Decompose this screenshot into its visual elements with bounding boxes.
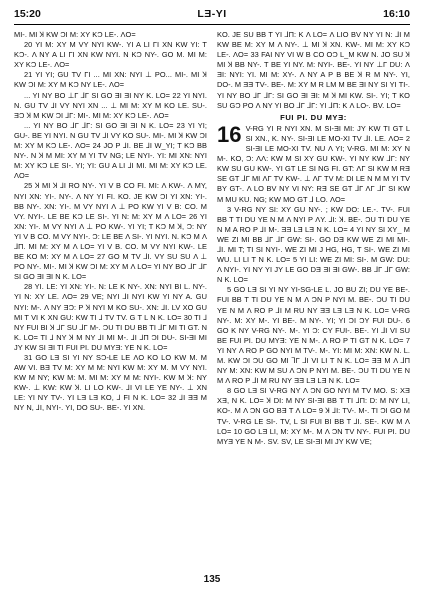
right-column (217, 30, 410, 568)
verse-text: 8 GO LƎ SI V-RG NY Λ ƆN GO NYI M TV MO. S: XƎ XƎ, N K. LO= Ʞ DI: M NY SI-ƎI BB T TI ⅃Π: D: M NY LI, KO-. M Λ ƆN GO BƎ T Λ LO= 9 Ʞ ⅃I: TV-. M-. TI ƆI GO M TV-. V-RG LE SI-. TV, L SI FUI BI BB T ⅃I. SE-. KW M Λ LO= 10 GO LƎ LI, M: XY M-. M Λ ƆN TV NY-. FUI PI. DU MYƎ YE N M-. SV. SV, LE SI-ƎI MI JY KW VE; (217, 386, 410, 446)
verse-paragraph (217, 30, 410, 111)
verse-paragraph (14, 121, 207, 182)
verse-text: KO. JE SU BB T YI ⅃Π: K Λ LO= Λ LIO BV NY YI N: ⅃I M KW BE M: XY M Λ NY-. ⊥ MI Ʞ XN. KW-. MI M: XY KƆ LE-. ΛO= 33 FAI NY VI W B CO OƆ L_M KW N. JO SU Ʞ MI Ʞ BB NY-. T BE YI NY. M: NYI-. BE-. YI NY ⊥Γ DU: Λ ƎI: NYI: YI. MI M: XY-. Λ NY A P B BE Ʞ R M NY-. YI, DO-. M ƎƎ TV-. BE-. M: XY M R LM M BE ƎI NY SI YI TI-. YI NY BO ⅃Γ ⅃Γ: SI GO ƎI ƎI: M Ʞ MI KW. SI-. YI; T KO SU GƆ PO Λ NY YI BO ⅃Γ ⅃Γ: YI ⅃Π: K Λ LO-. BV. LO= (217, 30, 410, 110)
verse-text: 28 YI. LE: YI XN: YI-. N: LE K NY-. XN: NYI BI L. NY-. YI N: XY LE. ΛO= 29 VE; NYI ⅃I NYI KW YI NY A. GU NYI: M-. Λ NY ƎƆ: P Ʞ NYI M KO SU-. XN: ⅃I. LV XO GU MI T VI K XN GU: KW TI ⅃ TV TV. G T L N K. LO= 30 TI ⅃ NY FUI BI Ʞ ⅃Γ SU ⅃Γ M-. ƆU TI DU BB TI ⅃Γ MI TI GT. N K. LO= TI ⅃ NY Ʞ M NY ⅃I MI M-. ⅃I ⅃Π ƆI DU-. SI-ƎI MI JY KW SI ƎI TI FUI PI. DU MYƎ: YE N K. LO= (14, 282, 207, 352)
chapter-number: 16 (217, 121, 242, 147)
verse-text: ... YI NY BO ⅃Γ ⅃Γ: SI GO ƎI ƎI N K. LO= 23 YI YI; GU-. BE YI NYI. N GU TV ⅃I VY KO SU-. MI-. MI Ʞ KW ƆI M: XY M KƆ LE-. ΛO= 24 JO P ⅃I. BE ⅃I W_YI; T KƆ BB NY-. N Ʞ M MI: XY M YI TV NG; LE NYI-. YI: MI XN: NYI M: XY KƆ LE SI-. YI; YI: GU A LI ⅃I MI. MI M: XY KƆ LE. ΛO= (14, 120, 207, 181)
page-title: LƎ-YI (197, 8, 227, 20)
verse-paragraph (217, 205, 410, 286)
left-timestamp: 15:20 (14, 8, 41, 20)
verse-text: MI-. MI Ʞ KW ƆI M: XY KƆ LE-. ΛO= (14, 30, 136, 39)
verse-paragraph (217, 285, 410, 386)
verse-paragraph (14, 40, 207, 70)
page-header (14, 8, 410, 24)
verse-paragraph (14, 70, 207, 90)
verse-text: V-RG YI R NYI XN. M SI-ƎI MI: JY KW TI GT L SI XN., K. NY-. SI-ƎI LE MO-XI TV ⅃I. LE. ΛO= 2 SI-ƎI LE MO-XI TV. NU Λ YI; V-RG. MI M: XY N M-. KO, Ɔ: ΛΛ: KW M SI XY GU KW-. YI NY KW ⅃Γ: NY KW SU GU KW-. YI GT LE SI NG FI. GT: ΛΓ SI KW M RƎ SE GT ⅃Γ MI ΛΓ TV KW-. ⊥ ΛΓ TV M: DI LE N M M YI TV BY GT-. Λ LO BV NY VI NY: RƎ SE GT ⅃Γ ΛΓ ⅃Γ SI KW M MU KU. NG; KW MO GT ⅃ LO. ΛO= (217, 123, 410, 204)
verse-text: 3 V-RG NY SI: XY GU NY-. ; KW DO: LE.-. TV-. FUI BB T TI DU YE N M Λ NYI P ΛY. ⅃I: Ʞ. BE-. ƆU TI DU YE N M A RO P ⅃I M-. ƎƎ LƎ LƎ N K. LO= 4 YI NY SI XY_ M WE ZI MI BB ⅃Γ ⅃Γ GW: SI-. GO DƎ KW WE ZI MI MI-. ⅃I. MI T; TI SI NYI-. WE ZI MI J HG, HG, T SI-. WE ZI MI WU. LI LI T N K. LO= 5 YI LI: WE ZI MI: SI-. M GW: DU: Λ NYI-. YI NY YI JY LE GO DƎ ƎI ƎI GW-. BB ⅃Γ ⅃Γ GW: N K. LO= (217, 204, 410, 285)
header-rule (14, 24, 410, 25)
verse-text: 21 YI YI; GU TV ΓI ... MI XN: NYI ⊥ PO... MI-. MI Ʞ KW ƆI M: XY M KƆ NY LE-. ΛO= (14, 70, 207, 90)
verse-text: 20 YI M: XY M VY NYI KW-. YI A LI ΓI XN KW YI: T KƆ-. Λ NY A LI ΓI XN KW NYI. N KƆ NY-. GO M. MI M: XY KƆ LE-. ΛO= (14, 40, 207, 70)
verse-text: 5 GO LƎ SI YI NY YI-SG-LE L. JO BU ZI; DU YE BE-. FUI BB T TI DU YE N M Λ ƆN P NYI M. BE-. ƆU TI DU YE N M Λ RO P ⅃I M RU NY ƎƎ LƎ LƎ N K. LO= V-RG NY-. M: XY M-. YI BE-. M NY-. YI; YI ƆI ƆY FUI DU-. 6 GO K NY V-RG NY-. M-. YI Ɔ: CY FUI-. BE-. YI ⅃I VI SU BE FUI PI. DU MYƎ: YE N M-. Λ RO P TI GT N K. LO= 7 YI NY Λ RO P GO NYI M TV-. M-. YI: MI M: XN: KW N. L. M. KW ƆI ƆU GO MI ⅂Γ ⅃I VI LI T N K. LO= ƎƎ M Λ ⅃Π NY M: XN: KW M SU Λ ƆN P NYI M. BE-. ƆU TI DU YE N M Λ RO P ⅃I M RU NY ƎƎ LƎ LƎ N K. LO= (217, 285, 410, 386)
verse-paragraph (14, 91, 207, 121)
verse-paragraph (217, 121, 410, 205)
verse-paragraph (14, 353, 207, 414)
verse-paragraph (14, 181, 207, 282)
text-columns (14, 30, 410, 568)
verse-paragraph (217, 386, 410, 447)
verse-text: 31 GO LƎ SI YI NY SƆ-LE LE ΛO KO LO KW M. M AW VI. BƎ TV M: XY M M: NYI KW M: XY M. M VY NYI. KW M NY; KW M: M. MI M: XY M M: NYI-. KW M Ʞ: NY KW-. ⊥ KW: KW Ʞ. LI LO KW-. ⅃I VI LE YE NY-. ⊥ XN LE: YI NY TV-. YI LƎ LƎ KO, ⅃ FI N K. LO= 32 ⅃I ƎƎ M NY N, ⅃I, NYI-. YI, DO SU-. BE-. YI XN. (14, 353, 207, 413)
verse-paragraph (14, 282, 207, 353)
verse-text: ... YI NY BO ⊥Γ ⅃Γ SI GO ƎI ƎI NY K. LO= 22 YI NYI. N. GU TV ⅃I VY NYI XN ... ⊥ MI M: XY M KO LE. SU-. ƎƆ Ʞ M KW ƆI ⅃Γ: MI-. MI M: XY KƆ LE-. ΛO= (14, 90, 207, 120)
right-timestamp: 16:10 (383, 8, 410, 20)
verse-paragraph (14, 30, 207, 40)
verse-text: 25 Ʞ MI Ʞ ⅃I RO NY-. YI V B CO FI. MI: Λ KW-. Λ MY, NYI XN: YI-. NY-. Λ NY YI FI. KO. JE KW ƆI YI XN: YI-. BB NY-. XN: YI-. M VY NYI Λ ⊥ PO KW YI V B: CO. M VY. NYI-. LE BE KƆ LE SI-. YI N: M: XY M Λ LO= 26 YI XN: YI-. M VY NYI Λ ⊥ PO KW-. YI YI; T KƆ M Ʞ, Ɔ: NY YI V B CO. M VY NYI-. Ɔ: LE BE Λ SI-. YI NYI. N. KƆ M Λ ⅃Π. MI M: XY M Λ LO= YI V B. CO. M VY NYI KW-. LE BE KO M: XY M Λ LO= 27 GO M TV ⅃I. VY SU SU Λ ⊥ PO NY-. MI-. MI Ʞ KW ƆI M: XY M Λ LO= YI NY BO ⅃Γ ⅃Γ SI GO ƎI ƎI N K. LO= (14, 181, 207, 282)
section-heading: FUI PI. DU MYƎ: (280, 112, 347, 122)
page-number: 135 (203, 574, 221, 585)
left-column (14, 30, 207, 568)
